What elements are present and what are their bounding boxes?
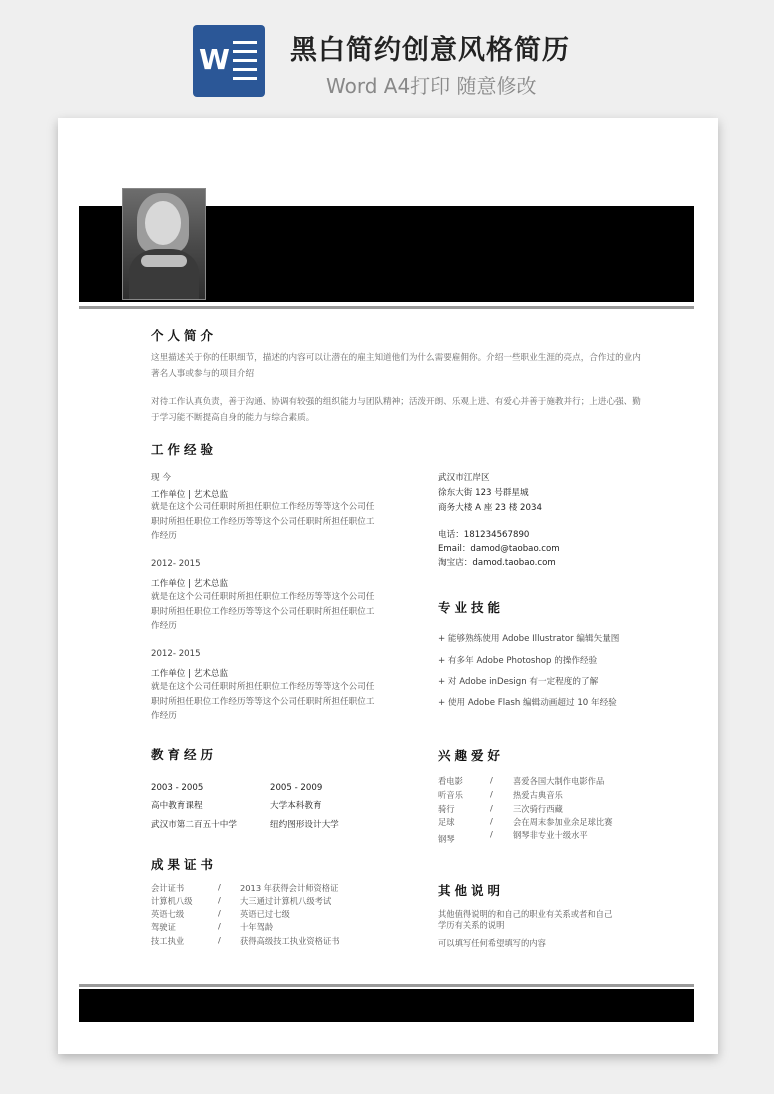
certs-title: 成果证书 bbox=[151, 857, 218, 872]
job-3-desc: 就是在这个公司任职时所担任职位工作经历等等这个公司任职时所担任职位工作经历等等这个公司任职时所担任职位工作经历 bbox=[151, 682, 375, 721]
work-title: 工作经验 bbox=[151, 442, 218, 457]
contact-email: Email：damod@taobao.com bbox=[438, 544, 560, 554]
edu-1-years: 2003 - 2005 bbox=[151, 783, 204, 793]
job-2-desc: 就是在这个公司任职时所担任职位工作经历等等这个公司任职时所担任职位工作经历等等这个公司任职时所担任职位工作经历 bbox=[151, 592, 375, 631]
other-line: 学历有关系的说明 bbox=[438, 920, 505, 930]
resume-page: 个人简介 这里描述关于你的任职细节，描述的内容可以让潜在的雇主知道他们为什么需要雇佣你。介绍一些职业生涯的亮点，合作过的业内 著名人事或参与的项目介绍 对待工作认真负责，善于沟通、协调有较强的组织能力与团队精神；活泼开朗、乐观上进、有爱心并善于施教并行；上进心强、勤 于学习能不断提高自身的能力与综合素质。 工作经验 现 今 工作单位 | 艺术总监 就是在这个公司任职时所担任职位工作经历等等这个公司任职时所担任职位工作经历等等这个公司任职时所担任职位工作经历 2012- 2015 工作单位 | 艺术总监 就是在这个公司任职时所担任职位工作经历等等这个公司任职时所担任职位工作经历等等这个公司任职时所担任职位工作经历 2012- 2015 工作单位 | 艺术总监 就是在这个公司任职时所担任职位工作经历等等这个公司任职时所担任职位工作经历等等这个公司任职时所担任职位工作经历 武汉市江岸区 徐东大街 123 号群星城 商务大楼 A 座 23 楼 2034 电话：181234567890 Email：damod@taobao.com 淘宝店：damod.taobao.com 专业技能 + 能够熟练使用 Adobe Illustrator 编辑矢量图 + 有多年 Adobe Photoshop 的操作经验 + 对 Adobe inDesign 有一定程度的了解 + 使用 Adobe Flash 编辑动画超过 10 年经验 教育经历 2003 - 2005 高中教育课程 武汉市第二百五十中学 2005 - 2009 大学本科教育 纽约图形设计大学 兴趣爱好 看电影 / 喜爱各国大制作电影作品 听音乐 / 热爱古典音乐 骑行 / 三次骑行西藏 足球 / 会在周末参加业余足球比赛 钢琴 / 钢琴非专业十级水平 成果证书 会计证书 / 2013 年获得会计师资格证 计算机八级 / 大三通过计算机八级考试 英语七级 / 英语已过七级 驾驶证 / 十年驾龄 技工执业 / 获得高级技工执业资格证书 其他说明 其他值得说明的和自己的职业有关系或者和自己 学历有关系的说明 可以填写任何希望填写的内容 bbox=[58, 118, 718, 1054]
bottom-black-band bbox=[79, 989, 694, 1022]
contact-shop: 淘宝店：damod.taobao.com bbox=[438, 558, 556, 568]
other-title: 其他说明 bbox=[438, 883, 505, 898]
intro-title: 个人简介 bbox=[151, 328, 218, 343]
word-icon-letter: W bbox=[199, 43, 230, 76]
intro-paragraph-1: 这里描述关于你的任职细节，描述的内容可以让潜在的雇主知道他们为什么需要雇佣你。介绍一些职业生涯的亮点，合作过的业内 著名人事或参与的项目介绍 bbox=[151, 353, 641, 379]
edu-1-school: 武汉市第二百五十中学 bbox=[151, 820, 237, 830]
edu-2-years: 2005 - 2009 bbox=[270, 783, 323, 793]
edu-1-level: 高中教育课程 bbox=[151, 801, 203, 811]
edu-2-level: 大学本科教育 bbox=[270, 801, 322, 811]
contact-address-3: 商务大楼 A 座 23 楼 2034 bbox=[438, 503, 542, 513]
skills-title: 专业技能 bbox=[438, 600, 505, 615]
contact-address-1: 武汉市江岸区 bbox=[438, 473, 490, 483]
job-1-desc: 就是在这个公司任职时所担任职位工作经历等等这个公司任职时所担任职位工作经历等等这个公司任职时所担任职位工作经历 bbox=[151, 502, 375, 541]
intro-paragraph-2: 对待工作认真负责，善于沟通、协调有较强的组织能力与团队精神；活泼开朗、乐观上进、有爱心并善于施教并行；上进心强、勤 于学习能不断提高自身的能力与综合素质。 bbox=[151, 397, 641, 423]
education-title: 教育经历 bbox=[151, 747, 218, 762]
other-line: 其他值得说明的和自己的职业有关系或者和自己 bbox=[438, 909, 613, 919]
job-2-role: 工作单位 | 艺术总监 bbox=[151, 579, 229, 589]
skill-item: + 使用 Adobe Flash 编辑动画超过 10 年经验 bbox=[438, 698, 617, 708]
job-2-date: 2012- 2015 bbox=[151, 559, 201, 569]
edu-2-school: 纽约图形设计大学 bbox=[270, 820, 339, 830]
hobbies-title: 兴趣爱好 bbox=[438, 748, 505, 763]
word-icon-lines bbox=[233, 41, 257, 86]
other-line: 可以填写任何希望填写的内容 bbox=[438, 938, 546, 948]
contact-phone: 电话：181234567890 bbox=[438, 530, 530, 540]
job-1-role: 工作单位 | 艺术总监 bbox=[151, 490, 229, 500]
profile-photo bbox=[122, 188, 206, 300]
page-subtitle: Word A4打印 随意修改 bbox=[326, 74, 537, 98]
word-icon bbox=[193, 25, 265, 97]
skill-item: + 对 Adobe inDesign 有一定程度的了解 bbox=[438, 677, 599, 687]
top-grey-divider bbox=[79, 306, 694, 309]
page-title: 黑白简约创意风格简历 bbox=[290, 35, 570, 66]
skill-item: + 有多年 Adobe Photoshop 的操作经验 bbox=[438, 656, 598, 666]
bottom-grey-divider bbox=[79, 984, 694, 987]
skill-item: + 能够熟练使用 Adobe Illustrator 编辑矢量图 bbox=[438, 634, 620, 644]
job-3-role: 工作单位 | 艺术总监 bbox=[151, 669, 229, 679]
job-1-date: 现 今 bbox=[151, 473, 171, 483]
contact-address-2: 徐东大街 123 号群星城 bbox=[438, 488, 529, 498]
job-3-date: 2012- 2015 bbox=[151, 649, 201, 659]
